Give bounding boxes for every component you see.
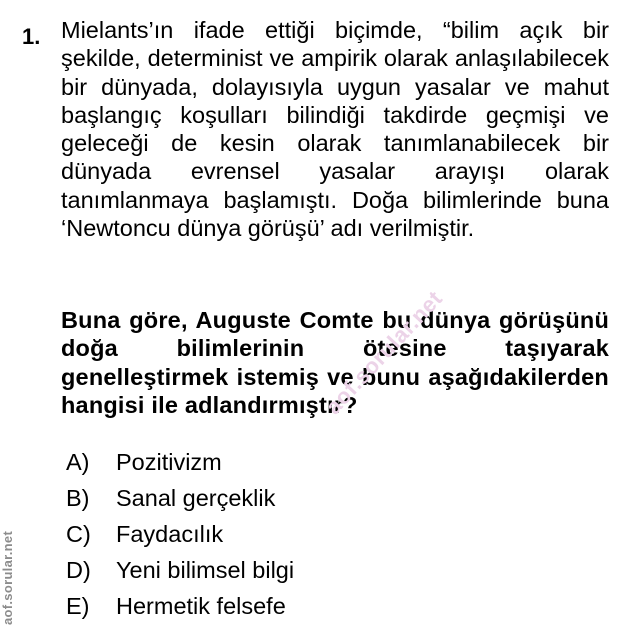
option-b[interactable]: [66, 480, 294, 516]
question-prompt-text: Buna göre, Auguste Comte bu dünya görüşünü doğa bilimlerinin ötesine taşıyarak genelleştirmek istemiş ve bunu aşağıdakilerden hangisi ile adlandırmıştır?: [61, 307, 609, 418]
option-text: Pozitivizm: [116, 448, 222, 475]
option-letter: B): [66, 484, 90, 511]
option-d[interactable]: [66, 552, 294, 588]
option-text: Yeni bilimsel bilgi: [116, 556, 295, 583]
question-number: 1.: [22, 24, 41, 49]
side-watermark: aof.sorular.net: [0, 530, 15, 625]
option-c[interactable]: [66, 516, 294, 552]
option-text: Sanal gerçeklik: [116, 484, 276, 511]
option-letter: A): [66, 448, 90, 475]
diagonal-watermark: aof.sorular.net: [320, 285, 448, 420]
option-letter: C): [66, 520, 91, 547]
answer-options: [66, 444, 294, 624]
option-letter: E): [66, 592, 90, 619]
question-stem: [61, 16, 609, 242]
option-a[interactable]: [66, 444, 294, 480]
option-e[interactable]: [66, 588, 294, 624]
question-stem-text: Mielants’ın ifade ettiği biçimde, “bilim açık bir şekilde, determinist ve ampirik olarak anlaşılabilecek bir dünyada, dolayısıyla uygun yasalar ve mahut başlangıç koşulları bilindiği takdirde geçmişi ve geleceği de kesin olarak tanımlanabilecek bir dünyada evrensel yasalar arayışı olarak tanımlanmaya başlamıştı. Doğa bilimlerinde buna ‘Newtoncu dünya görüşü’ adı verilmiştir.: [61, 17, 609, 242]
option-text: Hermetik felsefe: [116, 592, 286, 619]
option-letter: D): [66, 556, 91, 583]
option-text: Faydacılık: [116, 520, 224, 547]
